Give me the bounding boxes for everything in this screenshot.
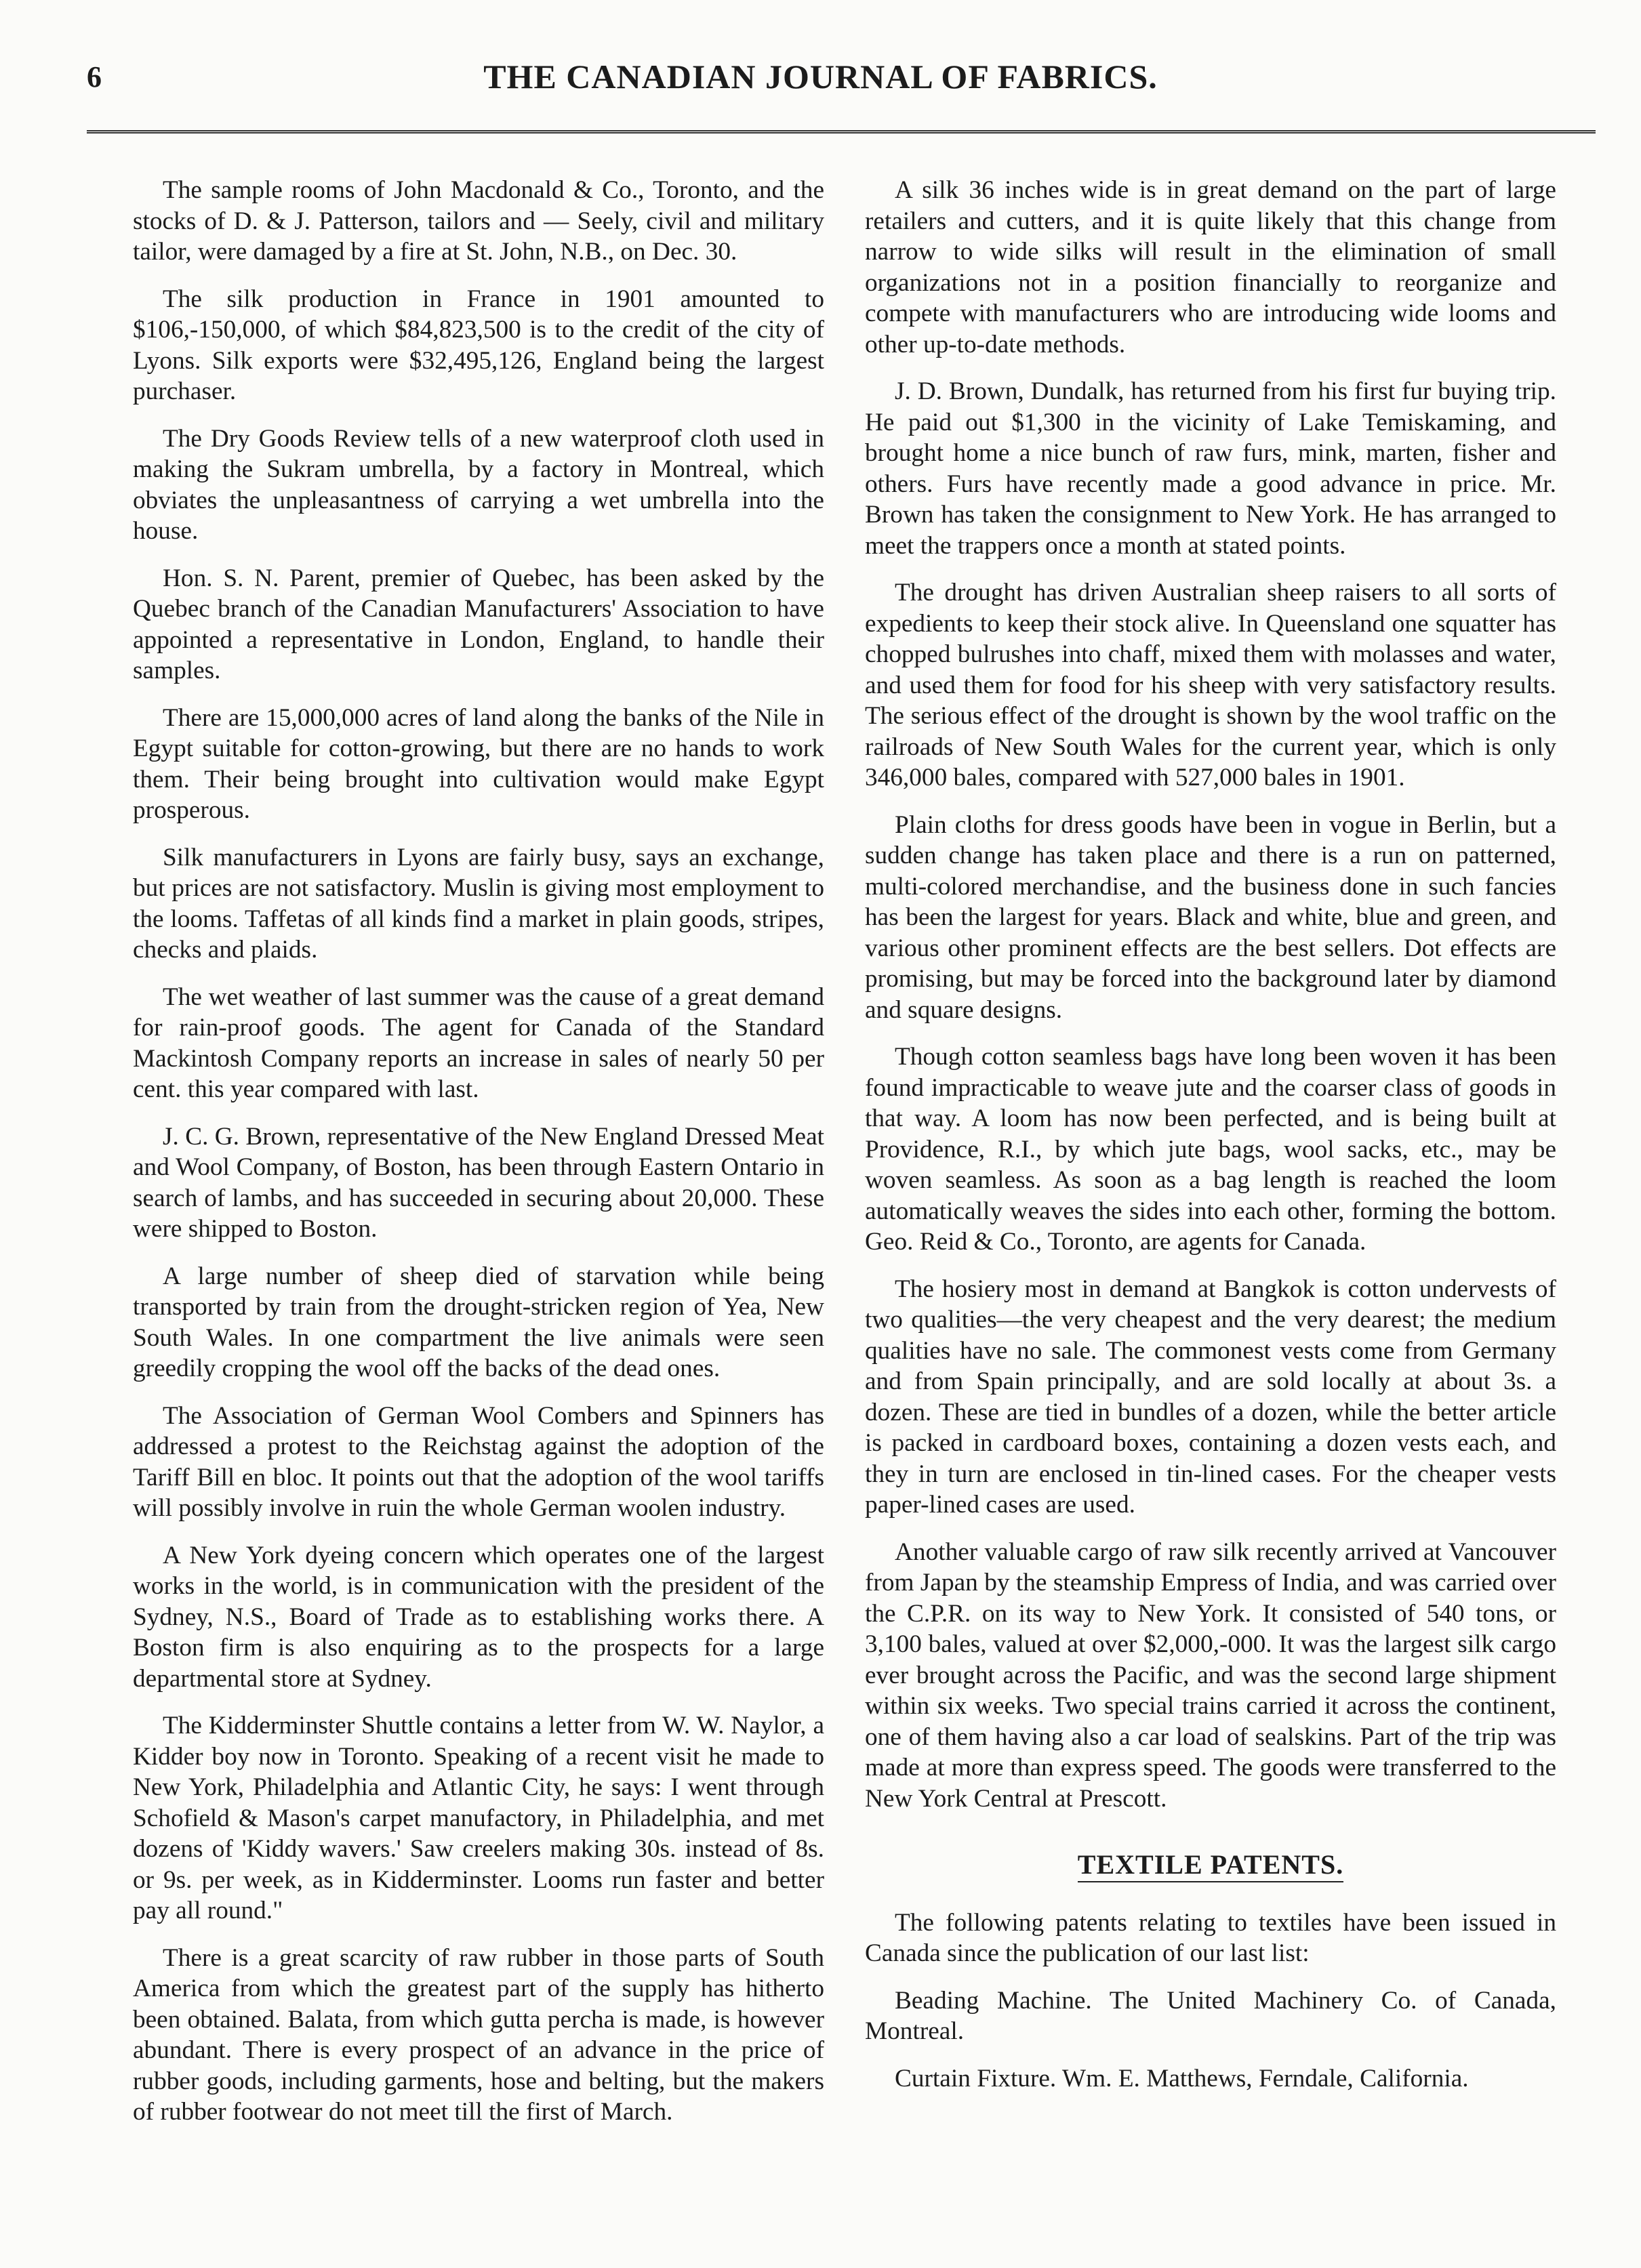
article-paragraph: There are 15,000,000 acres of land along the banks of the Nile in Egypt suitable for cotton-growing, but there are no hands to work them. Their being brought into cultivation would make Egypt prosperous. xyxy=(133,703,824,824)
article-paragraph: There is a great scarcity of raw rubber in those parts of South America from which the greatest part of the supply has hitherto been obtained. Balata, from which gutta percha is made, is however abundant. There is every prospect of an advance in the price of rubber goods, including garments, hose and belting, but the makers of rubber footwear do not meet till the first of March. xyxy=(133,1943,824,2126)
article-paragraph: Hon. S. N. Parent, premier of Quebec, has been asked by the Quebec branch of the Canadian Manufacturers' Association to have appointed a representative in London, England, to handle their samples. xyxy=(133,564,824,684)
section-heading-text: TEXTILE PATENTS. xyxy=(1078,1849,1343,1882)
header-rule xyxy=(87,130,1596,133)
article-paragraph: A New York dyeing concern which operates one of the largest works in the world, is in communication with the president of the Sydney, N.S., Board of Trade as to establishing works there. A Boston firm is also enquiring as to the prospects for a large departmental store at Sydney. xyxy=(133,1541,824,1693)
section-heading-textile-patents xyxy=(865,1849,1556,1880)
page-number: 6 xyxy=(87,60,102,94)
patent-entry: Curtain Fixture. Wm. E. Matthews, Ferndale, California. xyxy=(895,2064,1469,2092)
article-paragraph: The wet weather of last summer was the cause of a great demand for rain-proof goods. The agent for Canada of the Standard Mackintosh Company reports an increase in sales of nearly 50 per cent. this year compared with last. xyxy=(133,983,824,1103)
article-paragraph: The hosiery most in demand at Bangkok is cotton undervests of two qualities—the very cheapest and the very dearest; the medium qualities have no sale. The commonest vests come from Germany and from Spain principally, and are sold locally at about 3s. a dozen. These are tied in bundles of a dozen, while the better article is packed in cardboard boxes, containing a dozen vests each, and they in turn are enclosed in tin-lined cases. For the cheaper vests paper-lined cases are used. xyxy=(865,1275,1556,1519)
article-paragraph: Another valuable cargo of raw silk recently arrived at Vancouver from Japan by the steamship Empress of India, and was carried over the C.P.R. on its way to New York. It consisted of 540 tons, or 3,100 bales, valued at over $2,000,-000. It was the largest silk cargo ever brought across the Pacific, and was the second large shipment within six weeks. Two special trains carried it across the continent, one of them having also a car load of sealskins. Part of the trip was made at more than express speed. The goods were transferred to the New York Central at Prescott. xyxy=(865,1538,1556,1813)
article-paragraph: J. C. G. Brown, representative of the New England Dressed Meat and Wool Company, of Boston, has been through Eastern Ontario in search of lambs, and has succeeded in securing about 20,000. These were shipped to Boston. xyxy=(133,1122,824,1243)
patents-intro: The following patents relating to textiles have been issued in Canada since the publication of our last list: xyxy=(865,1908,1556,1967)
article-paragraph: The drought has driven Australian sheep raisers to all sorts of expedients to keep their stock alive. In Queensland one squatter has chopped bulrushes into chaff, mixed them with molasses and water, and used them for food for his sheep with very satisfactory results. The serious effect of the drought is shown by the wool traffic on the railroads of New South Wales for the current year, which is only 346,000 bales, compared with 527,000 bales in 1901. xyxy=(865,579,1556,791)
article-paragraph: The Dry Goods Review tells of a new waterproof cloth used in making the Sukram umbrella, by a factory in Montreal, which obviates the unpleasantness of carrying a wet umbrella into the house. xyxy=(133,424,824,545)
article-paragraph: A large number of sheep died of starvation while being transported by train from the drought-stricken region of Yea, New South Wales. In one compartment the live animals were seen greedily cropping the wool off the backs of the dead ones. xyxy=(133,1262,824,1382)
article-paragraph: The Association of German Wool Combers and Spinners has addressed a protest to the Reichstag against the adoption of the Tariff Bill en bloc. It points out that the adoption of the wool tariffs will possibly involve in ruin the whole German woolen industry. xyxy=(133,1401,824,1522)
left-column xyxy=(133,175,824,2144)
article-paragraph: The sample rooms of John Macdonald & Co., Toronto, and the stocks of D. & J. Patterson, tailors and — Seely, civil and military tailor, were damaged by a fire at St. John, N.B., on Dec. 30. xyxy=(133,176,824,266)
right-column xyxy=(865,175,1556,2110)
article-paragraph: Though cotton seamless bags have long been woven it has been found impracticable to weave jute and the coarser class of goods in that way. A loom has now been perfected, and is being built at Providence, R.I., by which jute bags, wool sacks, etc., may be woven seamless. As soon as a bag length is reached the loom automatically weaves the sides into each other, forming the bottom. Geo. Reid & Co., Toronto, are agents for Canada. xyxy=(865,1043,1556,1256)
article-paragraph: Plain cloths for dress goods have been in vogue in Berlin, but a sudden change has taken place and there is a run on patterned, multi-colored merchandise, and the business done in such fancies has been the largest for years. Black and white, blue and green, and various other prominent effects are the best sellers. Dot effects are promising, but may be forced into the background later by diamond and square designs. xyxy=(865,810,1556,1024)
running-head: THE CANADIAN JOURNAL OF FABRICS. xyxy=(483,58,1158,96)
article-paragraph: A silk 36 inches wide is in great demand on the part of large retailers and cutters, and it is quite likely that this change from narrow to wide silks will result in the elimination of small organizations not in a position financially to reorganize and compete with manufacturers who are introducing wide looms and other up-to-date methods. xyxy=(865,176,1556,358)
article-paragraph: The silk production in France in 1901 amounted to $106,-150,000, of which $84,823,500 is to the credit of the city of Lyons. Silk exports were $32,495,126, England being the largest purchaser. xyxy=(133,285,824,405)
article-paragraph: The Kidderminster Shuttle contains a letter from W. W. Naylor, a Kidder boy now in Toronto. Speaking of a recent visit he made to New York, Philadelphia and Atlantic City, he says: I went through Schofield & Mason's carpet manufactory, in Philadelphia, and met dozens of 'Kiddy wavers.' Saw creelers making 30s. instead of 8s. or 9s. per week, as in Kidderminster. Looms run faster and better pay all round." xyxy=(133,1712,824,1924)
article-paragraph: J. D. Brown, Dundalk, has returned from his first fur buying trip. He paid out $1,300 in the vicinity of Lake Temiskaming, and brought home a nice bunch of raw furs, mink, marten, fisher and others. Furs have recently made a good advance in price. Mr. Brown has taken the consignment to New York. He has arranged to meet the trappers once a month at stated points. xyxy=(865,377,1556,560)
article-paragraph: Silk manufacturers in Lyons are fairly busy, says an exchange, but prices are not satisfactory. Muslin is giving most employment to the looms. Taffetas of all kinds find a market in plain goods, stripes, checks and plaids. xyxy=(133,843,824,964)
patent-entry: Beading Machine. The United Machinery Co. of Canada, Montreal. xyxy=(865,1986,1556,2045)
